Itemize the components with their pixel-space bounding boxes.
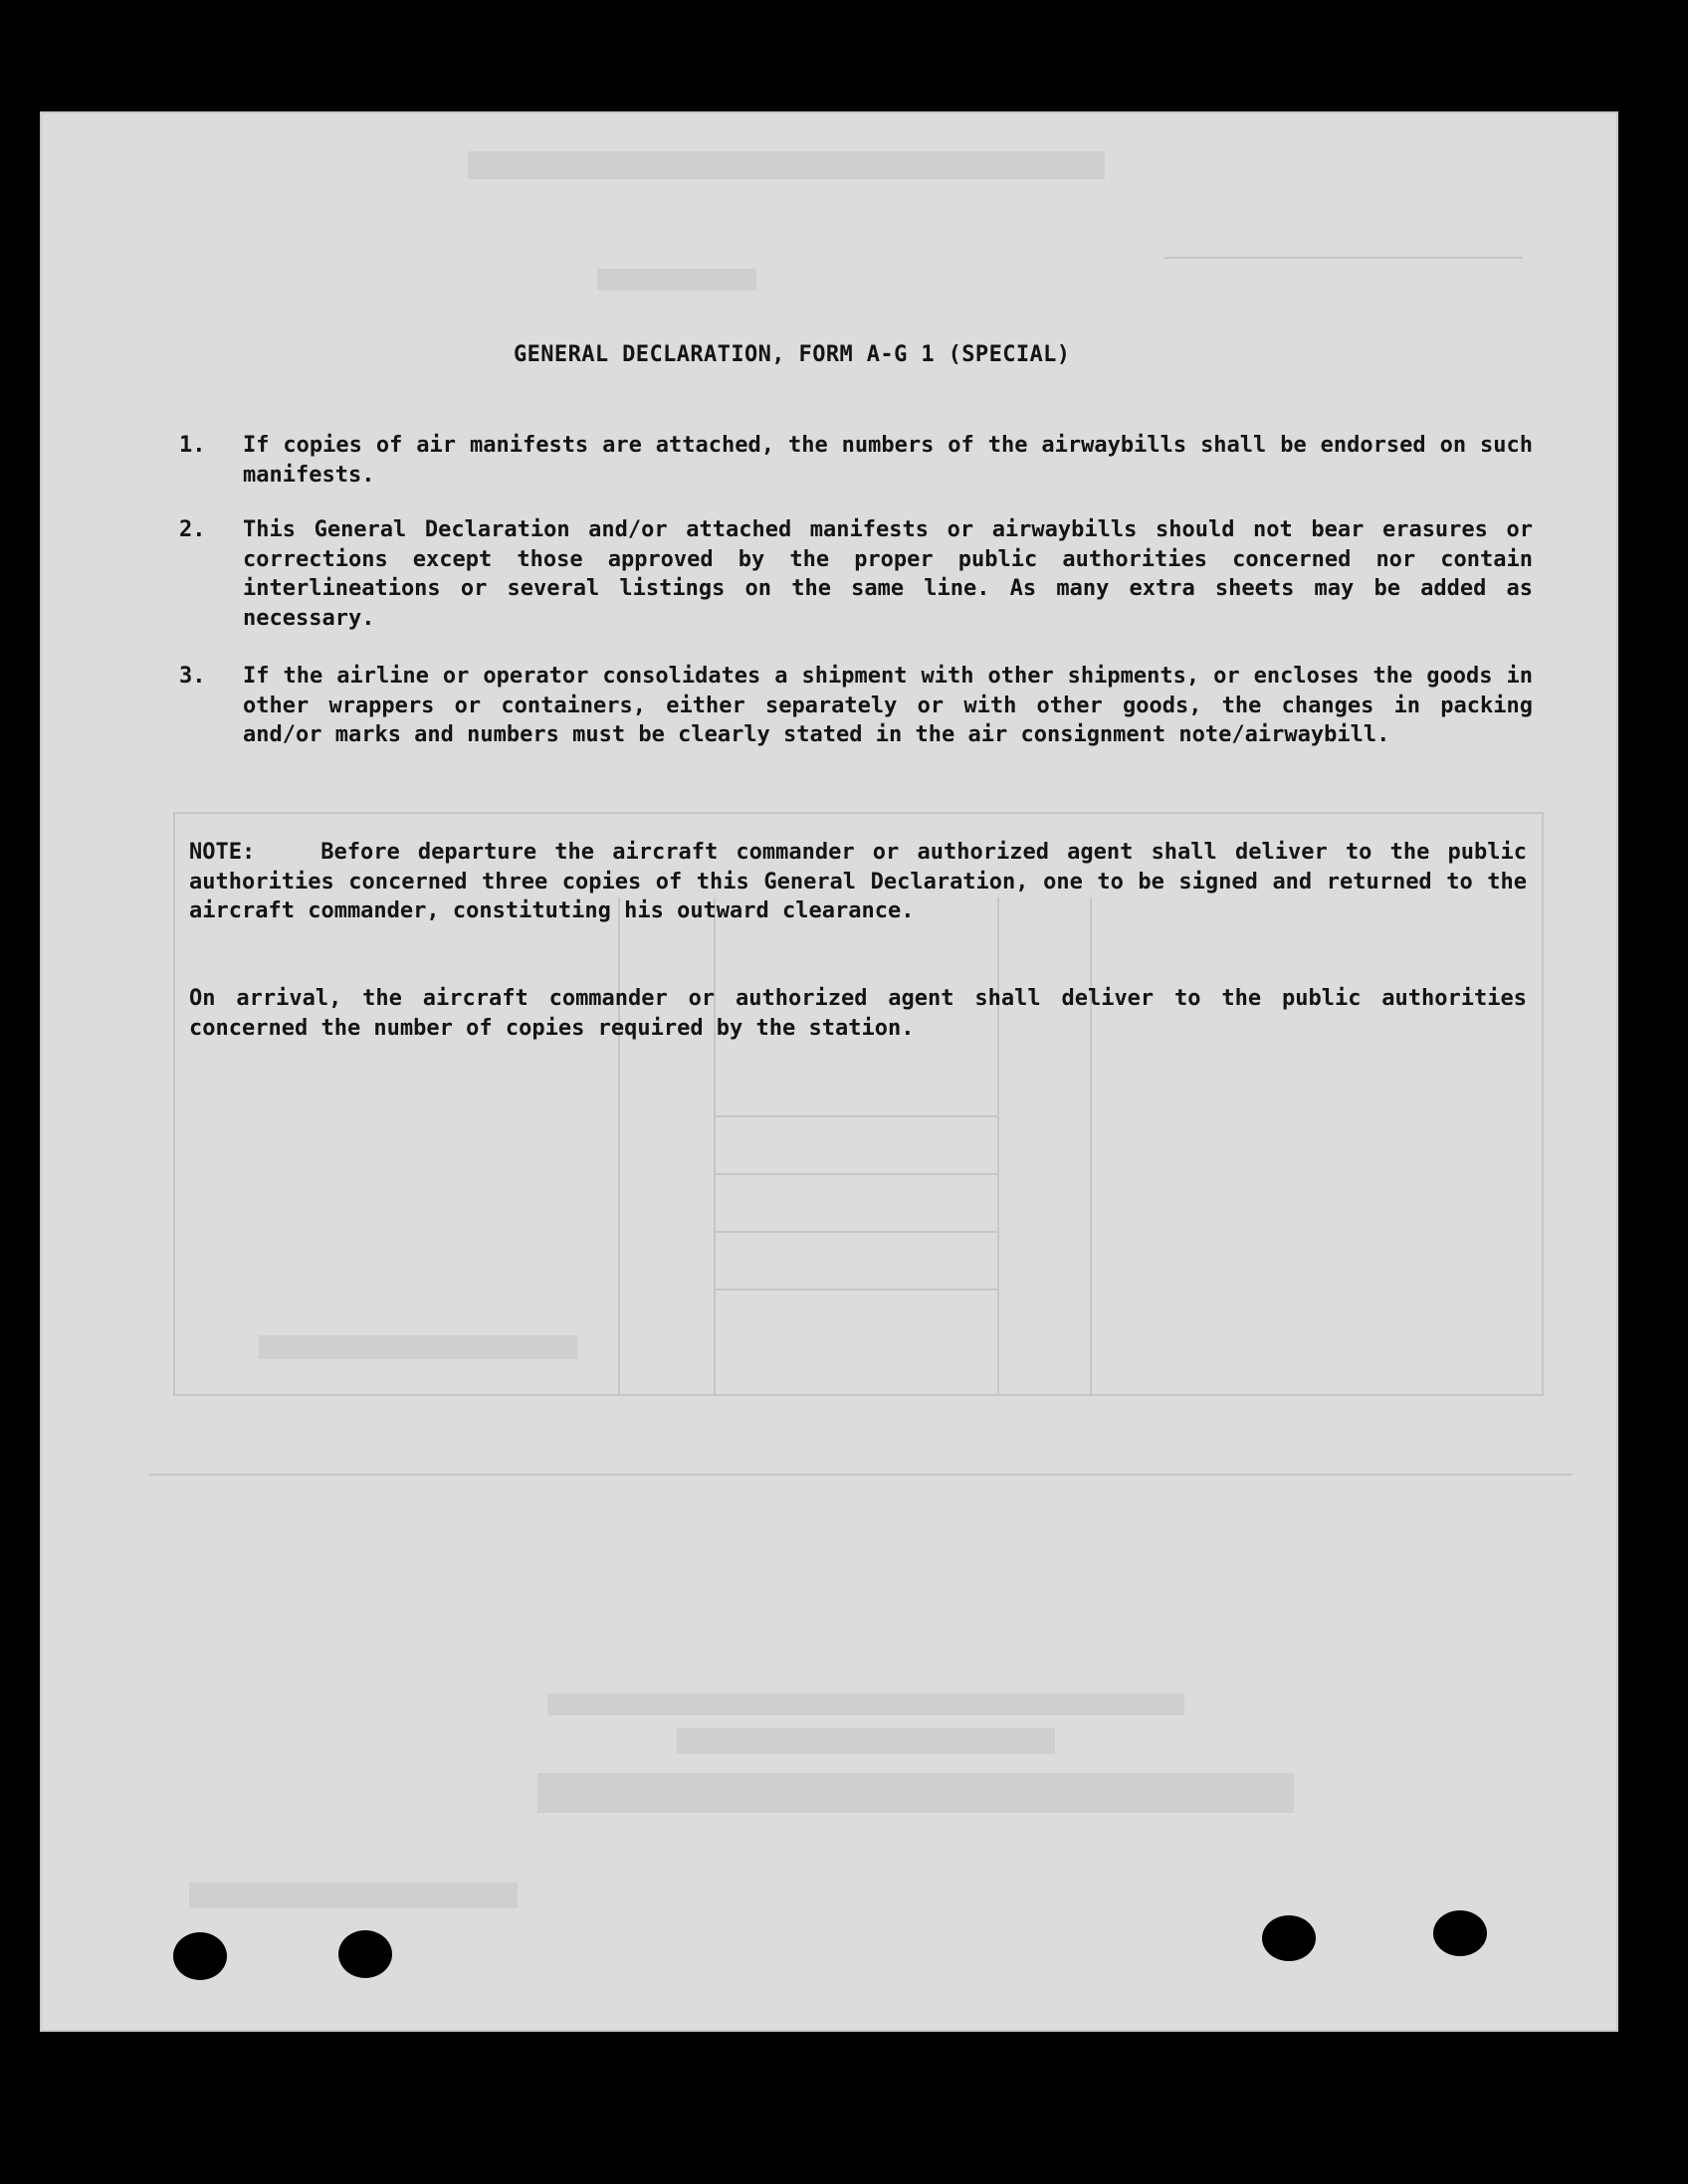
punch-hole <box>1262 1915 1316 1961</box>
form-title: GENERAL DECLARATION, FORM A-G 1 (SPECIAL) <box>514 342 1071 367</box>
punch-hole <box>173 1932 227 1980</box>
document-page <box>40 111 1618 2032</box>
arrival-paragraph: On arrival, the aircraft commander or authorized agent shall deliver to the public authorities concerned the number of copies required by the station. <box>189 986 1527 1041</box>
instruction-number: 1. <box>179 433 206 458</box>
instruction-number: 2. <box>179 517 206 542</box>
instruction-item-3 <box>179 662 1533 750</box>
instruction-text: If copies of air manifests are attached, the numbers of the airwaybills shall be endorsed on such manifests. <box>243 433 1533 488</box>
note-label: NOTE: <box>189 840 256 865</box>
instruction-item-2 <box>179 515 1533 633</box>
punch-hole <box>338 1930 392 1978</box>
note-text: Before departure the aircraft commander or authorized agent shall deliver to the public authorities concerned three copies of this General Declaration, one to be signed and returned to the aircraft commander, constituting his outward clearance. <box>189 840 1527 923</box>
instruction-item-1 <box>179 431 1533 490</box>
instruction-text: If the airline or operator consolidates a shipment with other shipments, or encloses the goods in other wrappers or containers, either separately or with other goods, the changes in packing and/or marks and numbers must be clearly stated in the air consignment note/airwaybill. <box>243 664 1533 747</box>
bleed-through-form-lines <box>40 111 1618 2032</box>
note-paragraph <box>189 838 1527 926</box>
punch-hole <box>1433 1910 1487 1956</box>
instruction-number: 3. <box>179 664 206 689</box>
instruction-text: This General Declaration and/or attached manifests or airwaybills should not bear erasures or corrections except those approved by the proper public authorities concerned nor contain interlineations or several listings on the same line. As many extra sheets may be added as necessary. <box>243 517 1533 631</box>
